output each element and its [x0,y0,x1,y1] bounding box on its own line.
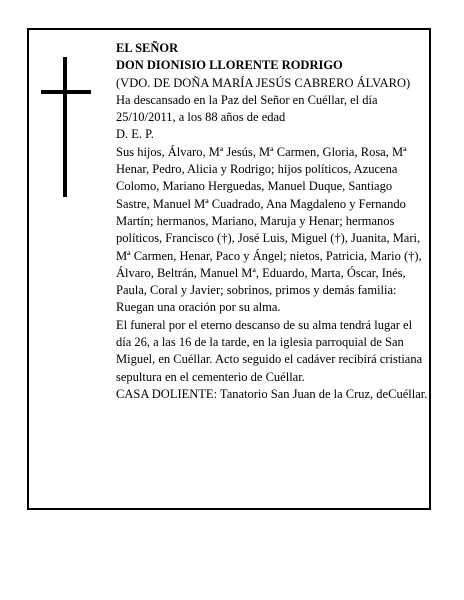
prayer-request: Ruegan una oración por su alma. [116,300,281,315]
family-list: Sus hijos, Álvaro, Mª Jesús, Mª Carmen, Gloria, Rosa, Mª Henar, Pedro, Alicia y Rodrigo; hijos políticos, Azucena Colomo, Mariano Herguedas, Manuel Duque, Santiago Sastre, Manuel Mª Cuadrado, Ana Magdaleno y Fernando Martín; hermanos, Mariano, Maruja y Henar; hermanos políticos, Francisco (†), José Luis, Miguel (†), Juanita, Mari, Mª Carmen, Henar, Paco y Ángel; nietos, Patricia, Mario (†), Álvaro, Beltrán, Manuel Mª, Eduardo, Marta, Óscar, Inés, Paula, Coral y Javier; sobrinos, primos y demás familia: [116,144,422,298]
rip-line: D. E. P. [116,127,154,142]
cross-horizontal-bar [41,90,91,94]
cross-vertical-bar [63,57,67,197]
deceased-name: DON DIONISIO LLORENTE RODRIGO [116,58,343,73]
obituary-text [116,40,428,403]
funeral-details: El funeral por el eterno descanso de su alma tendrá lugar el día 26, a las 16 de la tarde, en la iglesia parroquial de San Miguel, en Cuéllar. Acto seguido el cadáver recibirá cristiana sepultura en el cementerio de Cuéllar. [116,317,423,384]
obituary-notice [27,28,431,510]
widow-of-line: (VDO. DE DOÑA MARÍA JESÚS CABRERO ÁLVARO) [116,75,411,90]
death-notice: Ha descansado en la Paz del Señor en Cuéllar, el día 25/10/2011, a los 88 años de edad [116,92,378,125]
mourning-house: CASA DOLIENTE: Tanatorio San Juan de la Cruz, deCuéllar. [116,386,428,401]
notice-title: EL SEÑOR [116,41,179,55]
cross-icon [41,57,91,197]
